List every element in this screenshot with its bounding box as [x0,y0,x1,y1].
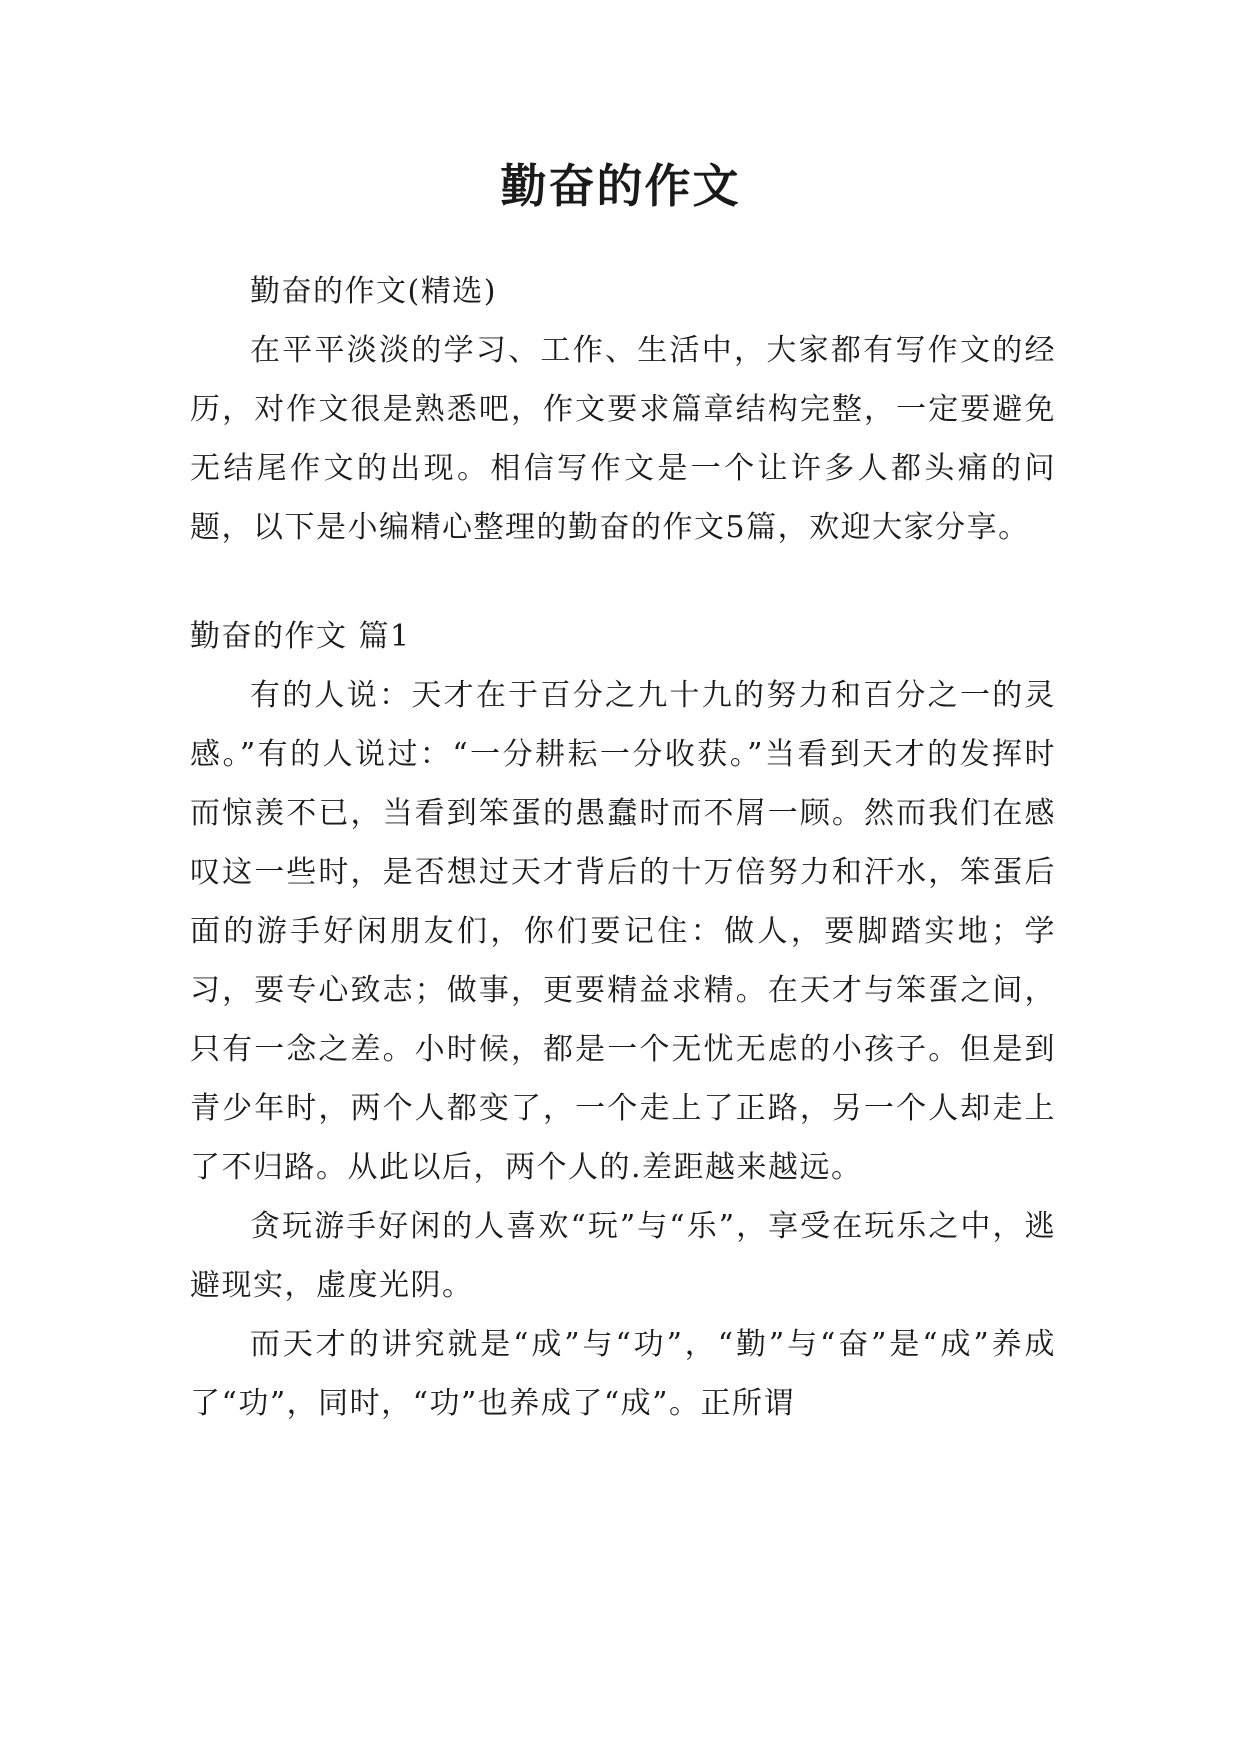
section-heading: 勤奋的作文 篇1 [190,619,411,654]
body-paragraph: 而天才的讲究就是“成”与“功”，“勤”与“奋”是“成”养成了“功”，同时，“功”也养成了“成”。正所谓 [190,1327,1056,1421]
subtitle-paragraph: 勤奋的作文(精选) [250,274,497,309]
body-paragraph: 贪玩游手好闲的人喜欢“玩”与“乐”，享受在玩乐之中，逃避现实，虚度光阴。 [190,1209,1056,1303]
intro-paragraph: 在平平淡淡的学习、工作、生活中，大家都有写作文的经历，对作文很是熟悉吧，作文要求篇章结构完整，一定要避免无结尾作文的出现。相信写作文是一个让许多人都头痛的问题，以下是小编精心整理的勤奋的作文5篇，欢迎大家分享。 [190,333,1056,545]
document-body [190,262,1056,1433]
body-paragraph: 有的人说：天才在于百分之九十九的努力和百分之一的灵感。”有的人说过：“一分耕耘一分收获。”当看到天才的发挥时而惊羡不已，当看到笨蛋的愚蠢时而不屑一顾。然而我们在感叹这一些时，是否想过天才背后的十万倍努力和汗水，笨蛋后面的游手好闲朋友们，你们要记住：做人，要脚踏实地；学习，要专心致志；做事，更要精益求精。在天才与笨蛋之间，只有一念之差。小时候，都是一个无忧无虑的小孩子。但是到青少年时，两个人都变了，一个走上了正路，另一个人却走上了不归路。从此以后，两个人的.差距越来越远。 [190,678,1056,1185]
document-title: 勤奋的作文 [500,159,741,213]
section-spacer [190,557,1056,607]
